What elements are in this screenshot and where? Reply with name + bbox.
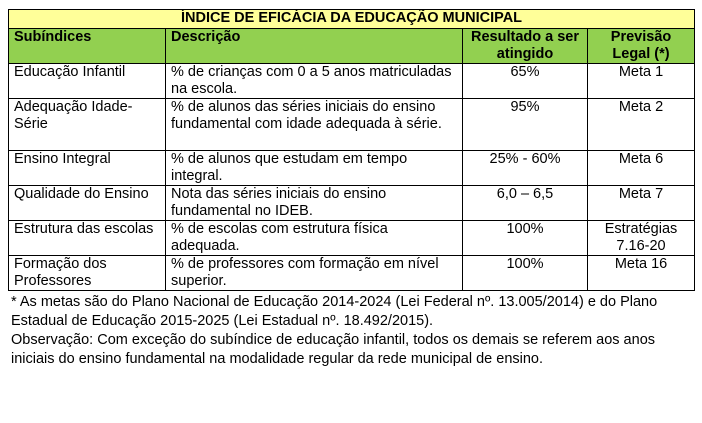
document-area: [8, 9, 694, 369]
table-row: [9, 256, 695, 291]
table-row: [9, 186, 695, 221]
cell-descricao: Nota das séries iniciais do ensino fundamental no IDEB.: [166, 186, 463, 221]
table-row: [9, 64, 695, 99]
observation-text: Observação: Com exceção do subíndice de educação infantil, todos os demais se referem aos anos iniciais do ensino fundamental na modalidade regular da rede municipal de ensino.: [11, 332, 656, 367]
cell-descricao: % de escolas com estrutura física adequada.: [166, 221, 463, 256]
cell-resultado: 6,0 – 6,5: [463, 186, 588, 221]
notes-section: [8, 293, 694, 369]
cell-previsao: Meta 2: [588, 99, 695, 151]
header-previsao: Previsão Legal (*): [588, 29, 695, 64]
cell-subindice: Ensino Integral: [9, 151, 166, 186]
cell-resultado: 65%: [463, 64, 588, 99]
cell-previsao: Meta 1: [588, 64, 695, 99]
table-row: [9, 151, 695, 186]
cell-subindice: Estrutura das escolas: [9, 221, 166, 256]
efficacy-index-table: [8, 9, 695, 291]
footnote-text: * As metas são do Plano Nacional de Educação 2014-2024 (Lei Federal nº. 13.005/2014) e do Plano Estadual de Educação 2015-2025 (Lei Estadual nº. 18.492/2015).: [11, 294, 658, 329]
cell-previsao: Meta 6: [588, 151, 695, 186]
cell-resultado: 25% - 60%: [463, 151, 588, 186]
table-row: [9, 221, 695, 256]
cell-descricao: % de alunos que estudam em tempo integral.: [166, 151, 463, 186]
cell-resultado: 100%: [463, 221, 588, 256]
cell-subindice: Adequação Idade-Série: [9, 99, 166, 151]
cell-subindice: Educação Infantil: [9, 64, 166, 99]
cell-resultado: 95%: [463, 99, 588, 151]
header-row: [9, 29, 695, 64]
cell-descricao: % de alunos das séries iniciais do ensino fundamental com idade adequada à série.: [166, 99, 463, 151]
header-subindices: Subíndices: [9, 29, 166, 64]
cell-subindice: Qualidade do Ensino: [9, 186, 166, 221]
header-resultado: Resultado a ser atingido: [463, 29, 588, 64]
cell-previsao: Meta 7: [588, 186, 695, 221]
cell-descricao: % de crianças com 0 a 5 anos matriculadas na escola.: [166, 64, 463, 99]
cell-previsao: Estratégias 7.16-20: [588, 221, 695, 256]
table-row: [9, 99, 695, 151]
cell-subindice: Formação dos Professores: [9, 256, 166, 291]
cell-descricao: % de professores com formação em nível superior.: [166, 256, 463, 291]
cell-resultado: 100%: [463, 256, 588, 291]
table-title: ÍNDICE DE EFICÁCIA DA EDUCAÇÃO MUNICIPAL: [9, 10, 695, 29]
cell-previsao: Meta 16: [588, 256, 695, 291]
header-descricao: Descrição: [166, 29, 463, 64]
